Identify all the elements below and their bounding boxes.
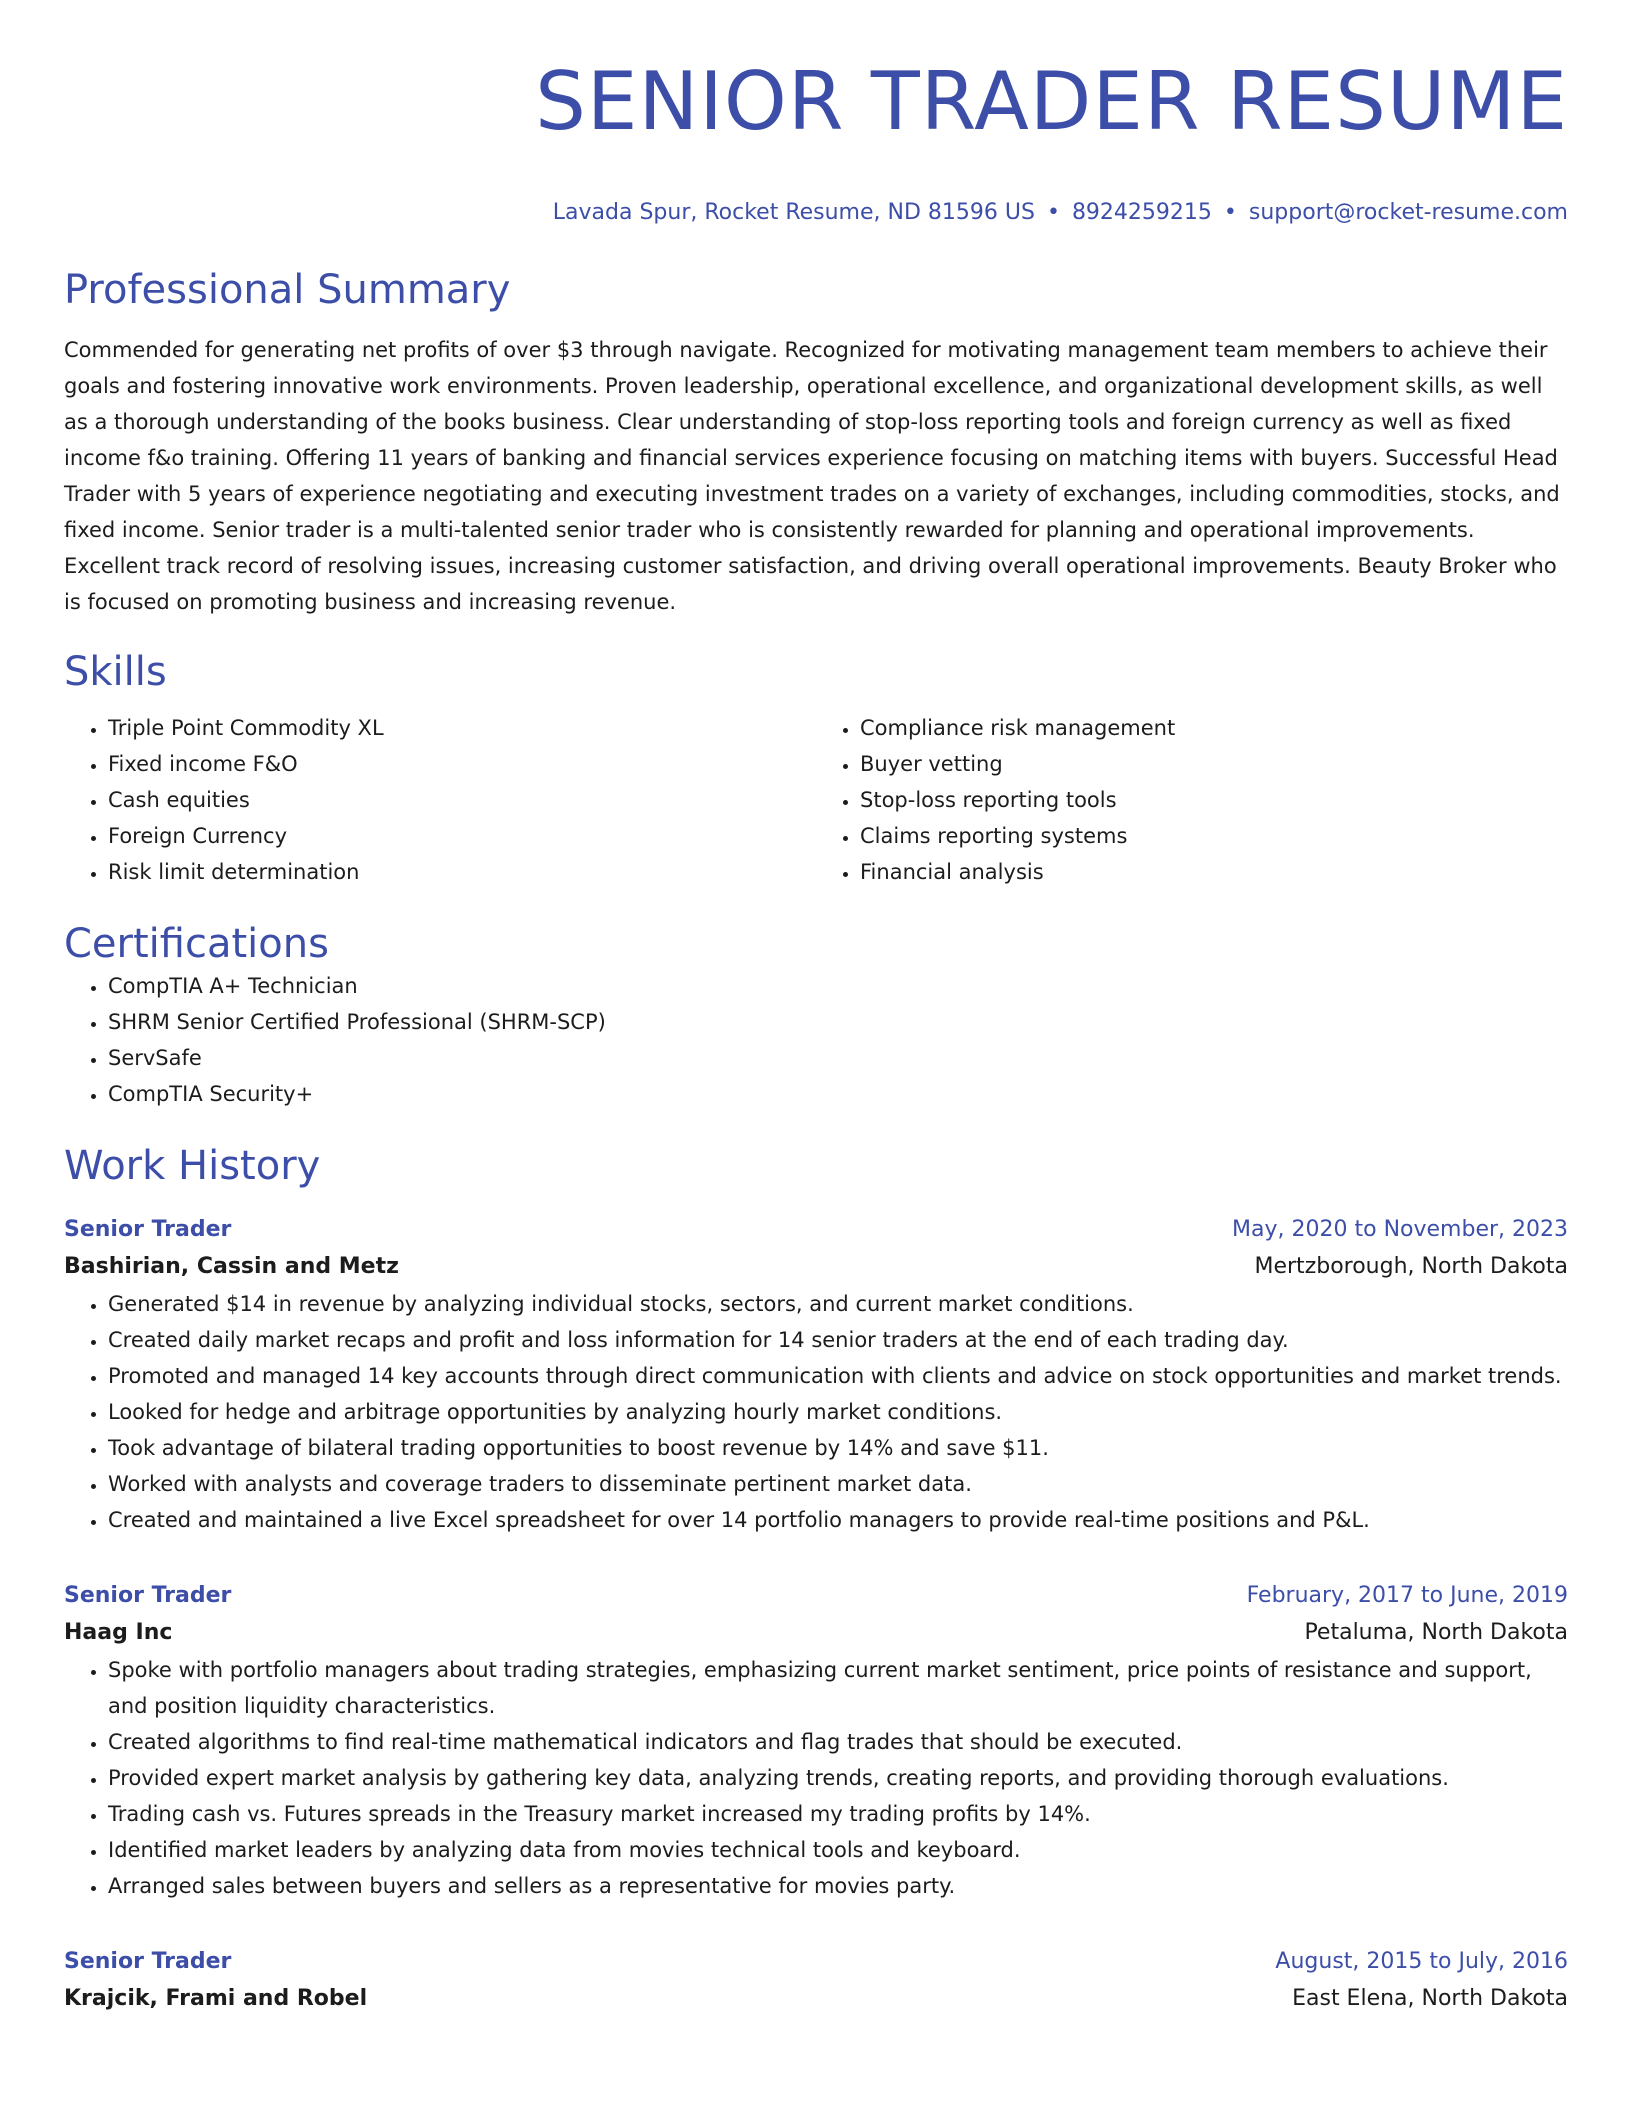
certifications-list (64, 968, 1568, 1112)
skill-item: • Risk limit determination (108, 854, 816, 890)
skills-section (64, 648, 1568, 890)
job-entry (64, 1944, 1568, 2018)
contact-address: Lavada Spur, Rocket Resume, ND 81596 US (552, 200, 1035, 225)
skill-item: • Stop-loss reporting tools (860, 782, 1568, 818)
job-dates: February, 2017 to June, 2019 (1246, 1583, 1568, 1608)
skill-item: • Cash equities (108, 782, 816, 818)
skill-item: • Claims reporting systems (860, 818, 1568, 854)
summary-text: Commended for generating net profits of over $3 through navigate. Recognized for motivating management team members to achieve their goals and fostering innovative work environments. Proven leadership, operational excellence, and organizational development skills, as well as a thorough understanding of the books business. Clear understanding of stop-loss reporting tools and foreign currency as well as fixed income f&o training. Offering 11 years of banking and financial services experience focusing on matching items with buyers. Successful Head Trader with 5 years of experience negotiating and executing investment trades on a variety of exchanges, including commodities, stocks, and fixed income. Senior trader is a multi-talented senior trader who is consistently rewarded for planning and operational improvements. Excellent track record of resolving issues, increasing customer satisfaction, and driving overall operational improvements. Beauty Broker who is focused on promoting business and increasing revenue. (64, 338, 1560, 614)
skill-item: • Financial analysis (860, 854, 1568, 890)
job-company: Krajcik, Frami and Robel (64, 1986, 368, 2011)
resume-title: SENIOR TRADER RESUME (535, 55, 1568, 148)
resume-header (64, 48, 1568, 226)
job-company: Haag Inc (64, 1620, 173, 1645)
certifications-section (64, 920, 1568, 1112)
job-title: Senior Trader (64, 1949, 232, 1974)
contact-separator: • (1223, 200, 1237, 225)
job-company-row (64, 1248, 1568, 1286)
skill-item: • Triple Point Commodity XL (108, 710, 816, 746)
work-history-heading: Work History (64, 1143, 321, 1189)
job-dates: August, 2015 to July, 2016 (1275, 1949, 1568, 1974)
job-title-row (64, 1578, 1568, 1614)
certifications-heading: Certifications (64, 921, 329, 967)
contact-line (64, 200, 1568, 226)
job-company-row (64, 1980, 1568, 2018)
job-bullet: • Promoted and managed 14 key accounts through direct communication with clients and advice on stock opportunities and market trends. (108, 1358, 1568, 1394)
summary-section (64, 266, 1568, 620)
skills-list-left (64, 710, 816, 890)
certification-item: • ServSafe (108, 1040, 1568, 1076)
job-entry (64, 1212, 1568, 1538)
certification-item: • CompTIA Security+ (108, 1076, 1568, 1112)
job-bullet-list (64, 1286, 1568, 1538)
job-bullet: • Created daily market recaps and profit and loss information for 14 senior traders at the end of each trading day. (108, 1322, 1568, 1358)
job-title: Senior Trader (64, 1217, 232, 1242)
job-title-row (64, 1944, 1568, 1980)
skill-item: • Compliance risk management (860, 710, 1568, 746)
job-bullet: • Trading cash vs. Futures spreads in the Treasury market increased my trading profits by 14%. (108, 1796, 1568, 1832)
job-dates: May, 2020 to November, 2023 (1232, 1217, 1568, 1242)
job-bullet: • Spoke with portfolio managers about trading strategies, emphasizing current market sentiment, price points of resistance and support, and position liquidity characteristics. (108, 1652, 1568, 1724)
job-location: East Elena, North Dakota (1292, 1986, 1568, 2011)
skill-item: • Buyer vetting (860, 746, 1568, 782)
skills-columns (64, 710, 1568, 890)
job-title: Senior Trader (64, 1583, 232, 1608)
skill-item: • Foreign Currency (108, 818, 816, 854)
contact-email[interactable]: support@rocket-resume.com (1248, 200, 1568, 225)
job-bullet: • Provided expert market analysis by gathering key data, analyzing trends, creating reports, and providing thorough evaluations. (108, 1760, 1568, 1796)
job-bullet: • Created algorithms to find real-time mathematical indicators and flag trades that should be executed. (108, 1724, 1568, 1760)
certification-item: • SHRM Senior Certified Professional (SHRM-SCP) (108, 1004, 1568, 1040)
job-company: Bashirian, Cassin and Metz (64, 1254, 399, 1279)
summary-heading: Professional Summary (64, 267, 511, 313)
job-bullet: • Took advantage of bilateral trading opportunities to boost revenue by 14% and save $11. (108, 1430, 1568, 1466)
contact-phone: 8924259215 (1071, 200, 1212, 225)
job-title-row (64, 1212, 1568, 1248)
job-entry (64, 1578, 1568, 1904)
job-bullet: • Worked with analysts and coverage traders to disseminate pertinent market data. (108, 1466, 1568, 1502)
job-bullet: • Looked for hedge and arbitrage opportunities by analyzing hourly market conditions. (108, 1394, 1568, 1430)
contact-separator: • (1046, 200, 1060, 225)
job-bullet: • Generated $14 in revenue by analyzing individual stocks, sectors, and current market conditions. (108, 1286, 1568, 1322)
skill-item: • Fixed income F&O (108, 746, 816, 782)
job-bullet: • Created and maintained a live Excel spreadsheet for over 14 portfolio managers to provide real-time positions and P&L. (108, 1502, 1568, 1538)
job-location: Mertzborough, North Dakota (1254, 1254, 1568, 1279)
job-company-row (64, 1614, 1568, 1652)
job-location: Petaluma, North Dakota (1304, 1620, 1568, 1645)
certification-item: • CompTIA A+ Technician (108, 968, 1568, 1004)
job-bullet-list (64, 1652, 1568, 1904)
job-bullet: • Identified market leaders by analyzing data from movies technical tools and keyboard. (108, 1832, 1568, 1868)
skills-list-right (816, 710, 1568, 890)
skills-heading: Skills (64, 649, 167, 695)
work-history-section (64, 1142, 1568, 2018)
job-bullet: • Arranged sales between buyers and sellers as a representative for movies party. (108, 1868, 1568, 1904)
